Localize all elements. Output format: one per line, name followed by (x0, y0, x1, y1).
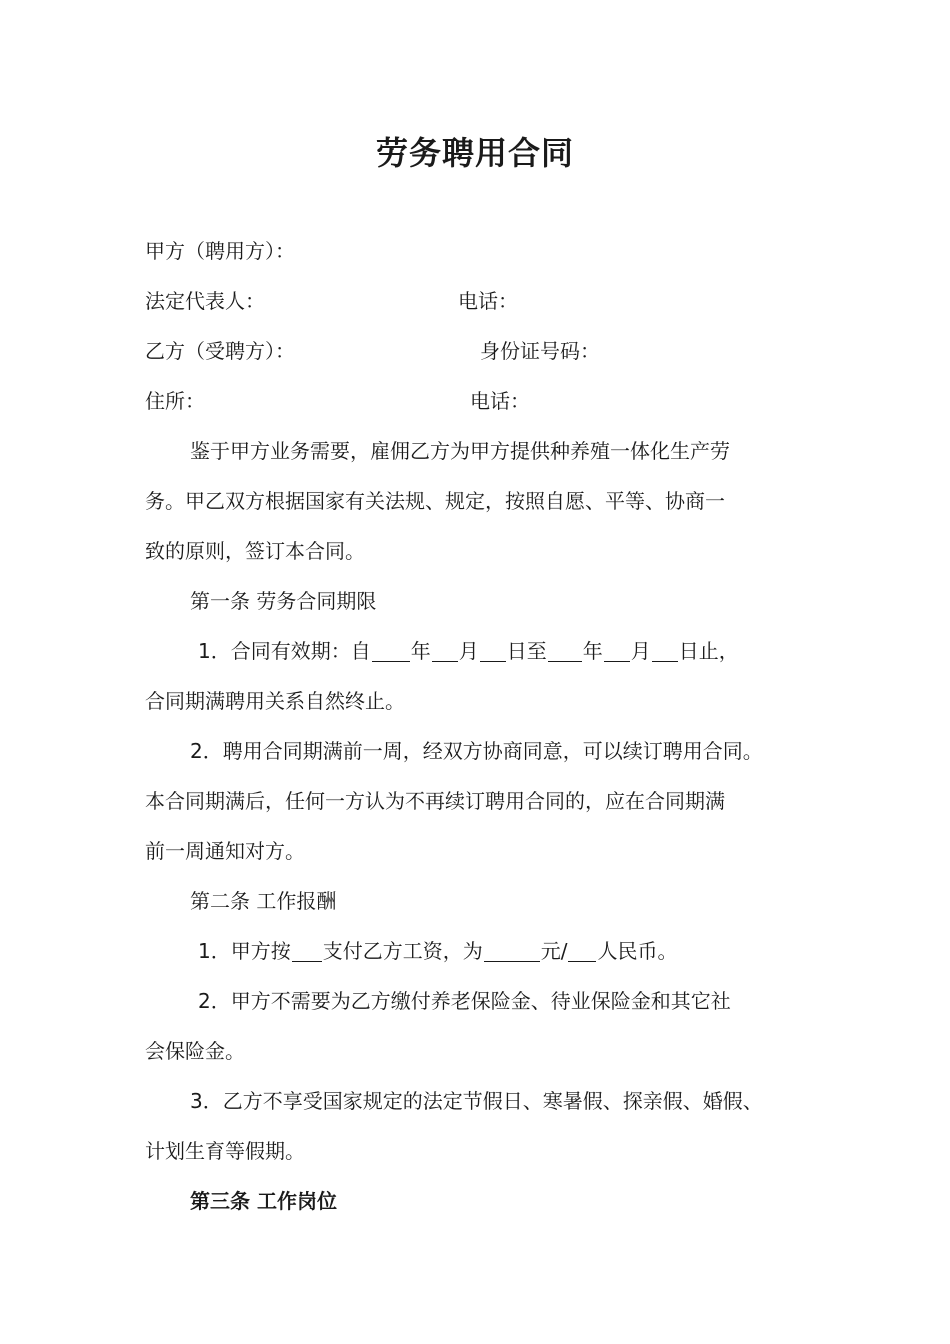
year-label-2: 年 (582, 639, 603, 663)
end-year-blank[interactable] (548, 635, 582, 662)
pay-prefix: 1．甲方按 (198, 939, 291, 963)
article-1-item-1 (198, 626, 739, 676)
article-1-item-2-line-3: 前一周通知对方。 (145, 839, 305, 863)
article-1-item-2-line-1: 2．聘用合同期满前一周，经双方协商同意，可以续订聘用合同。 (190, 739, 763, 763)
preamble-line-1: 鉴于甲方业务需要，雇佣乙方为甲方提供种养殖一体化生产劳 (190, 439, 730, 463)
day-to-label: 日至 (506, 639, 547, 663)
term-prefix: 1．合同有效期：自 (198, 639, 371, 663)
article-2-item-3-line-2: 计划生育等假期。 (145, 1139, 305, 1163)
preamble-line-3: 致的原则，签订本合同。 (145, 539, 365, 563)
pay-unit: 元/ (540, 939, 568, 963)
start-year-blank[interactable] (372, 635, 410, 662)
pay-amount-blank[interactable] (484, 935, 540, 962)
legal-rep-label: 法定代表人： (145, 289, 265, 313)
end-month-blank[interactable] (604, 635, 630, 662)
pay-unit-blank[interactable] (568, 935, 596, 962)
month-label-2: 月 (630, 639, 651, 663)
preamble-line-2: 务。甲乙双方根据国家有关法规、规定，按照自愿、平等、协商一 (145, 489, 725, 513)
party-b-label: 乙方（受聘方）： (145, 339, 295, 363)
article-2-item-3-line-1: 3．乙方不享受国家规定的法定节假日、寒暑假、探亲假、婚假、 (190, 1089, 763, 1113)
article-3-heading: 第三条 工作岗位 (190, 1189, 337, 1213)
article-1-item-1-line-2: 合同期满聘用关系自然终止。 (145, 689, 405, 713)
document-title: 劳务聘用合同 (375, 134, 574, 172)
pay-middle: 支付乙方工资，为 (322, 939, 483, 963)
id-number-label: 身份证号码： (480, 339, 600, 363)
pay-suffix: 人民币。 (597, 939, 678, 963)
address-label: 住所： (145, 389, 205, 413)
article-1-item-2-line-2: 本合同期满后，任何一方认为不再续订聘用合同的，应在合同期满 (145, 789, 725, 813)
day-end-label: 日止， (678, 639, 739, 663)
article-2-item-1 (198, 926, 677, 976)
start-day-blank[interactable] (480, 635, 506, 662)
year-label: 年 (410, 639, 431, 663)
phone-a-label: 电话： (458, 289, 518, 313)
article-2-item-2-line-1: 2．甲方不需要为乙方缴付养老保险金、待业保险金和其它社 (198, 989, 731, 1013)
month-label: 月 (458, 639, 479, 663)
article-2-heading: 第二条 工作报酬 (190, 889, 337, 913)
pay-period-blank[interactable] (292, 935, 322, 962)
phone-b-label: 电话： (470, 389, 530, 413)
party-a-label: 甲方（聘用方）： (145, 239, 295, 263)
article-1-heading: 第一条 劳务合同期限 (190, 589, 377, 613)
end-day-blank[interactable] (652, 635, 678, 662)
start-month-blank[interactable] (432, 635, 458, 662)
article-2-item-2-line-2: 会保险金。 (145, 1039, 245, 1063)
